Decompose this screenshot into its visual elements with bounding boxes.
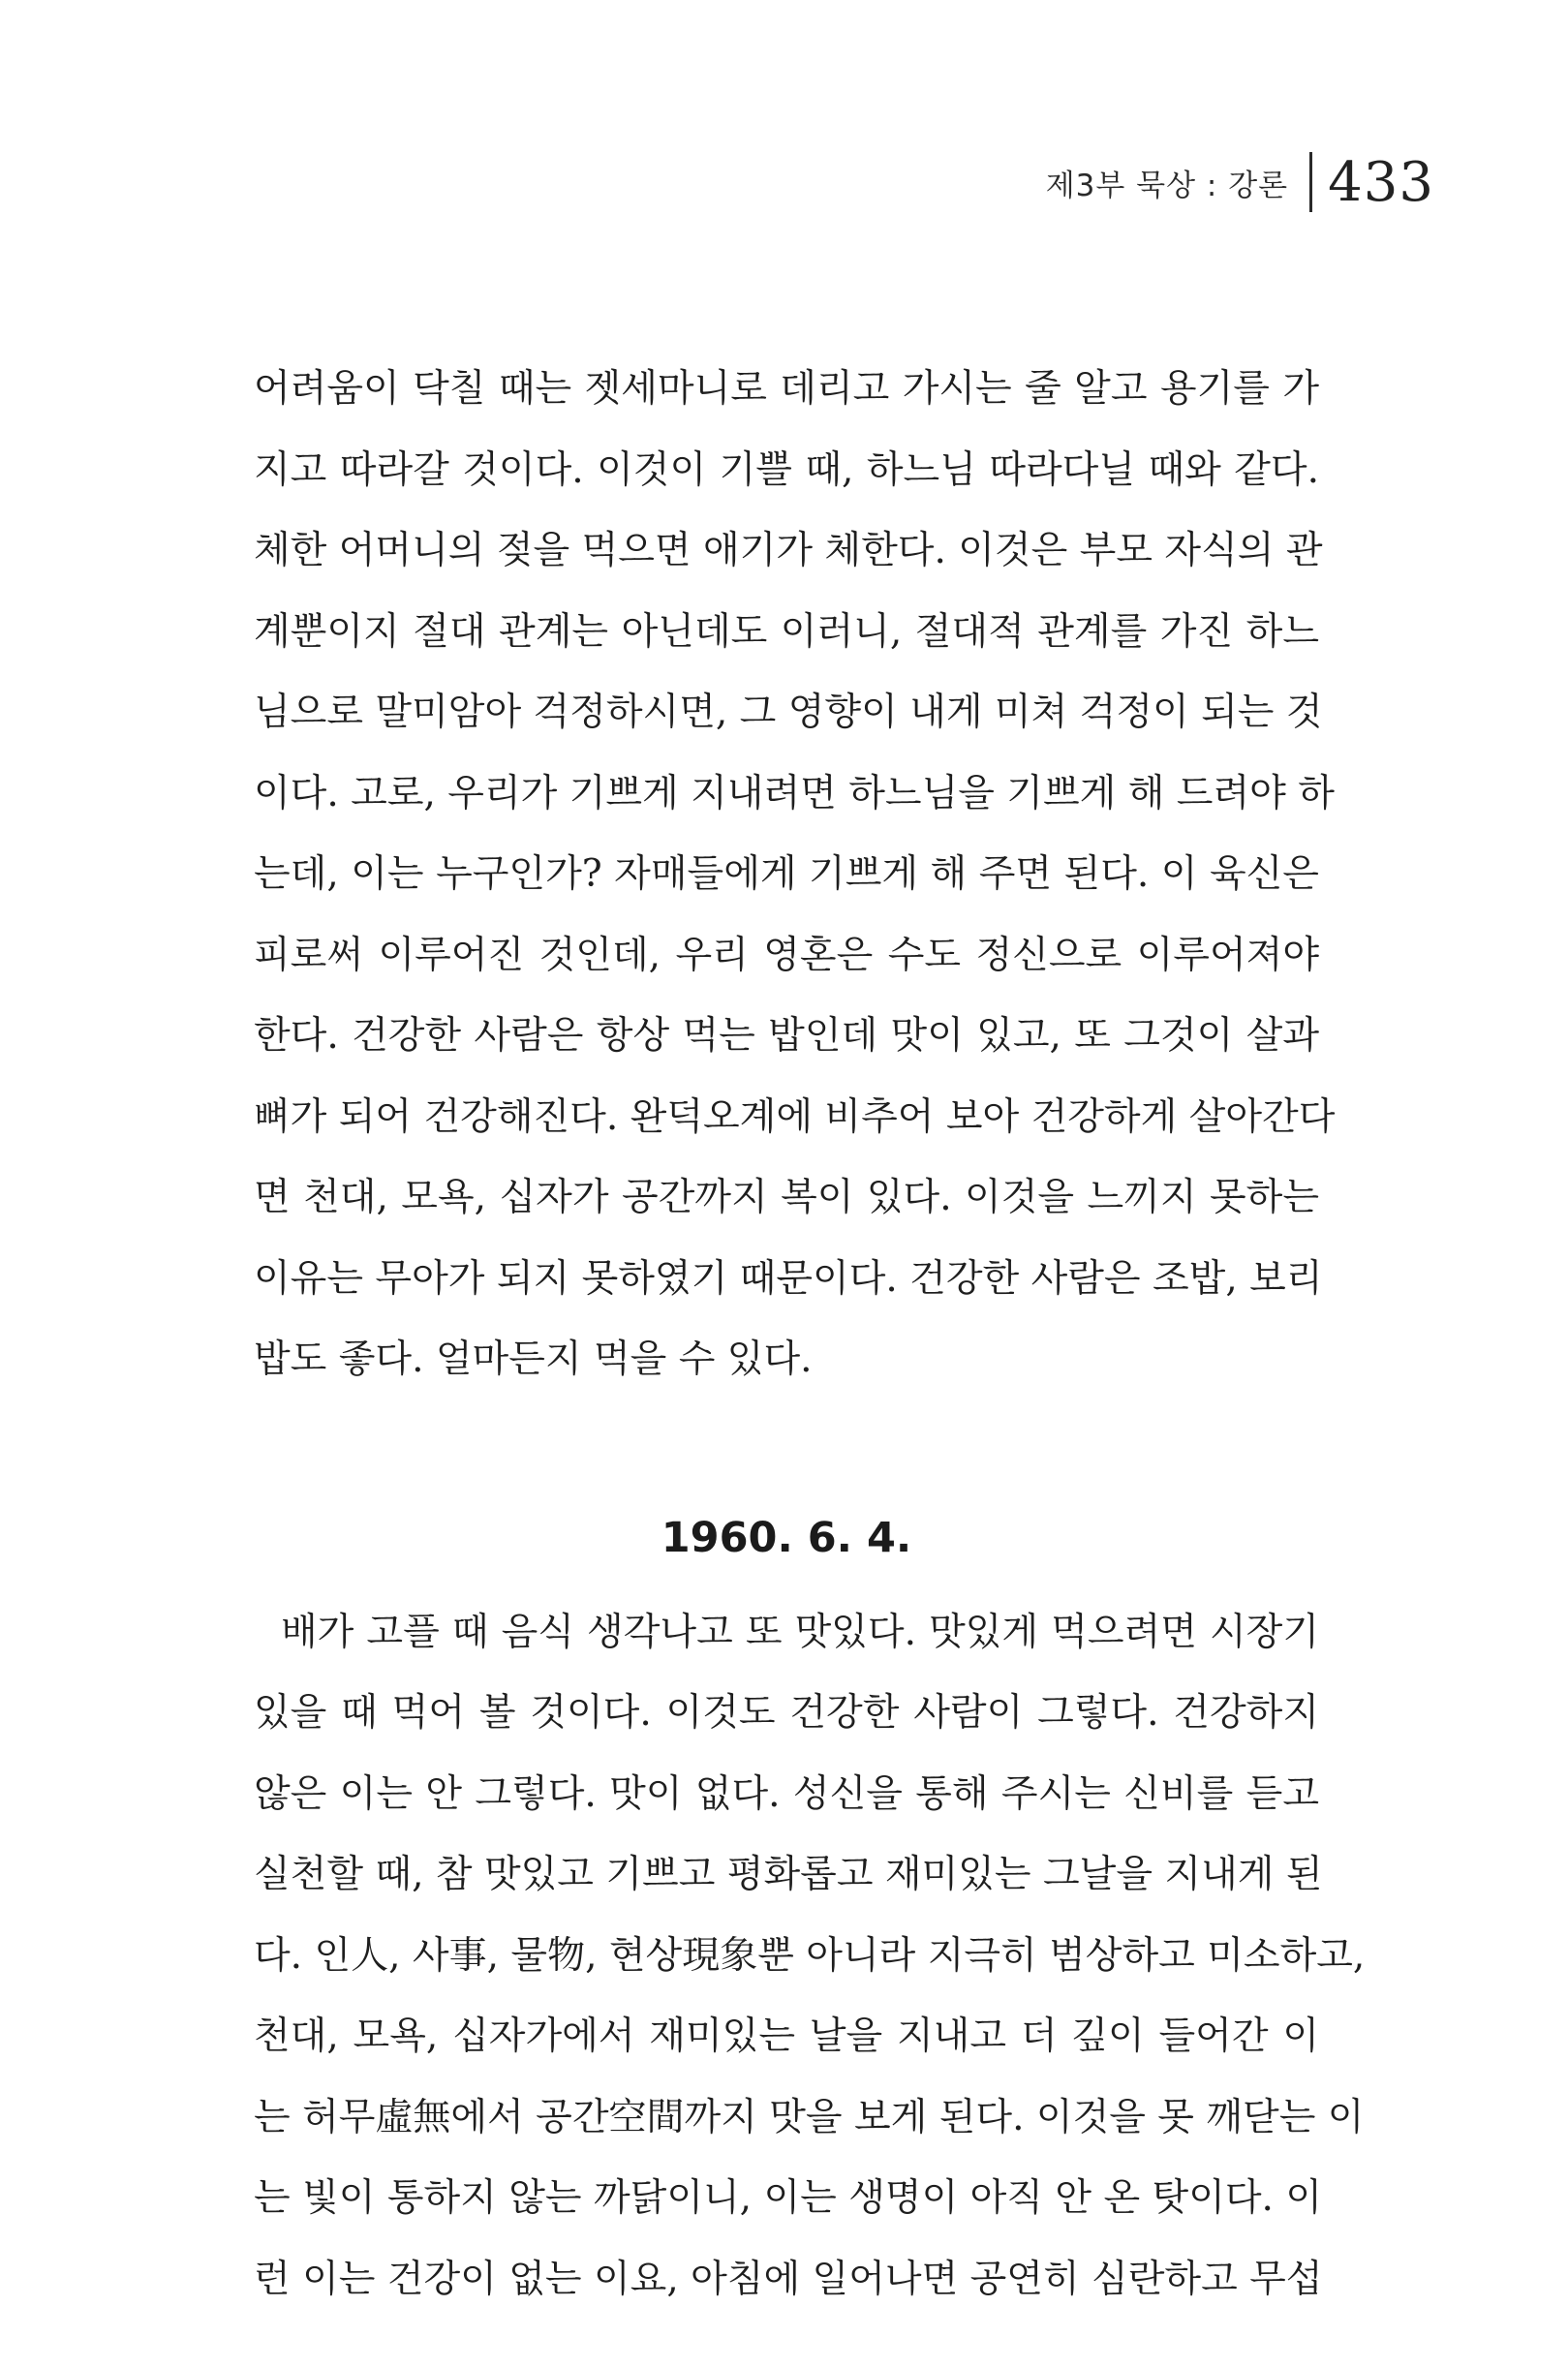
text-line: 계뿐이지 절대 관계는 아닌데도 이러니, 절대적 관계를 가진 하느: [254, 609, 1319, 654]
text-line: 지고 따라갈 것이다. 이것이 기쁠 때, 하느님 따라다닐 때와 같다.: [254, 447, 1319, 492]
text-line: 않은 이는 안 그렇다. 맛이 없다. 성신을 통해 주시는 신비를 듣고: [254, 1771, 1319, 1816]
text-line: 어려움이 닥칠 때는 젯세마니로 데리고 가시는 줄 알고 용기를 가: [254, 367, 1319, 411]
paragraph-1: [254, 349, 1336, 1400]
text-line: 이다. 고로, 우리가 기쁘게 지내려면 하느님을 기쁘게 해 드려야 하: [254, 771, 1335, 815]
paragraph-2: [254, 1592, 1366, 2321]
text-line: 뼈가 되어 건강해진다. 완덕오계에 비추어 보아 건강하게 살아간다: [254, 1094, 1336, 1139]
text-line: 배가 고플 때 음식 생각나고 또 맛있다. 맛있게 먹으려면 시장기: [281, 1610, 1319, 1654]
text-line: 밥도 좋다. 얼마든지 먹을 수 있다.: [254, 1338, 813, 1381]
header-divider: [1309, 152, 1312, 212]
running-head: 제3부 묵상 : 강론: [1045, 168, 1289, 203]
text-line: 한다. 건강한 사람은 항상 먹는 밥인데 맛이 있고, 또 그것이 살과: [254, 1014, 1319, 1058]
text-line: 있을 때 먹어 볼 것이다. 이것도 건강한 사람이 그렇다. 건강하지: [254, 1691, 1319, 1735]
section-date-heading: 1960. 6. 4.: [661, 1513, 912, 1562]
text-line: 체한 어머니의 젖을 먹으면 애기가 체한다. 이것은 부모 자식의 관: [254, 529, 1323, 572]
text-line: 면 천대, 모욕, 십자가 공간까지 복이 있다. 이것을 느끼지 못하는: [254, 1176, 1319, 1219]
text-line: 는 빛이 통하지 않는 까닭이니, 이는 생명이 아직 안 온 탓이다. 이: [254, 2176, 1323, 2220]
text-line: 는 허무虛無에서 공간空間까지 맛을 보게 된다. 이것을 못 깨닫는 이: [254, 2095, 1365, 2139]
body-text: [254, 349, 1366, 2320]
page-header: [1046, 136, 1434, 229]
text-line: 님으로 말미암아 걱정하시면, 그 영향이 내게 미쳐 걱정이 되는 것: [254, 691, 1323, 734]
page-number: 433: [1328, 150, 1434, 214]
text-line: 천대, 모욕, 십자가에서 재미있는 날을 지내고 더 깊이 들어간 이: [254, 2014, 1319, 2058]
text-line: 다. 인人, 사事, 물物, 현상現象뿐 아니라 지극히 범상하고 미소하고,: [254, 1933, 1366, 1978]
text-line: 피로써 이루어진 것인데, 우리 영혼은 수도 정신으로 이루어져야: [254, 933, 1319, 977]
text-line: 는데, 이는 누구인가? 자매들에게 기쁘게 해 주면 된다. 이 육신은: [254, 852, 1319, 896]
text-line: 이유는 무아가 되지 못하였기 때문이다. 건강한 사람은 조밥, 보리: [254, 1256, 1323, 1301]
text-line: 런 이는 건강이 없는 이요, 아침에 일어나면 공연히 심란하고 무섭: [254, 2257, 1323, 2301]
text-line: 실천할 때, 참 맛있고 기쁘고 평화롭고 재미있는 그날을 지내게 된: [254, 1853, 1323, 1896]
